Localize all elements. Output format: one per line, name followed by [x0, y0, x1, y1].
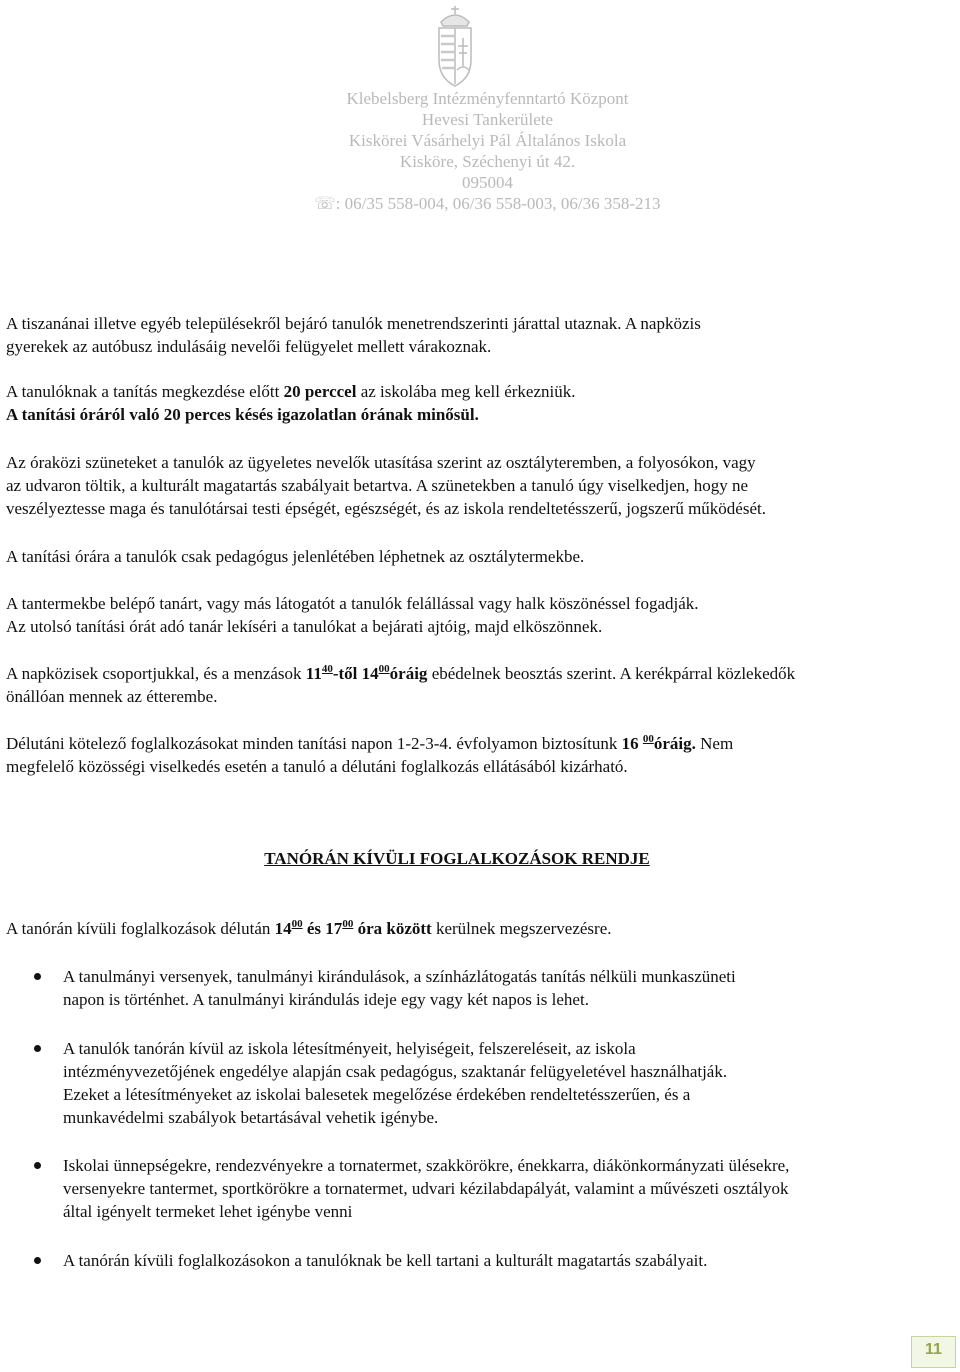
paragraph-line: Az utolsó tanítási órát adó tanár lekíséri a tanulókat a bejárati ajtóig, majd elköszönnek.	[6, 617, 603, 636]
page-number-badge	[911, 1336, 956, 1368]
paragraph-afternoon	[6, 732, 956, 778]
text-run: ebédelnek beosztás szerint. A kerékpárral közlekedők	[427, 664, 796, 683]
list-item-line: napon is történhet. A tanulmányi kirándulás ideje egy vagy két napos is lehet.	[63, 990, 589, 1009]
institution-name: Klebelsberg Intézményfenntartó Központ	[346, 89, 629, 108]
list-item-line: munkavédelmi szabályok betartásával vehetik igénybe.	[63, 1108, 439, 1127]
bullet-icon	[34, 1162, 41, 1169]
paragraph-line: gyerekek az autóbusz indulásáig nevelői felügyelet mellett várakoznak.	[6, 337, 492, 356]
paragraph-classroom-entry	[6, 545, 956, 568]
school-name: Kiskörei Vásárhelyi Pál Általános Iskola	[348, 131, 627, 150]
text-run-bold: A tanítási óráról való 20 perces késés igazolatlan órának minősül.	[6, 405, 479, 424]
time-hour: és 17	[302, 919, 343, 938]
list-item	[63, 1037, 958, 1129]
paragraph-line: A tantermekbe belépő tanárt, vagy más látogatót a tanulók felállással vagy halk köszönéssel fogadják.	[6, 594, 699, 613]
paragraph-line: megfelelő közösségi viselkedés esetén a tanuló a délutáni foglalkozás ellátásából kizárható.	[6, 757, 628, 776]
text-run: kerülnek megszervezésre.	[431, 919, 612, 938]
text-run: az iskolába meg kell érkezniük.	[356, 382, 576, 401]
time-minute: 00	[291, 918, 303, 930]
list-item-line: A tanulmányi versenyek, tanulmányi kirándulások, a színházlátogatás tanítás nélküli munkaszüneti	[63, 967, 736, 986]
bullet-icon	[34, 1257, 41, 1264]
page-number: 11	[925, 1341, 942, 1358]
time-minute: 00	[378, 663, 390, 675]
district-name: Hevesi Tankerülete	[421, 110, 554, 129]
list-item	[63, 965, 958, 1011]
paragraph-line	[6, 732, 956, 755]
text-run: Délutáni kötelező foglalkozásokat minden tanítási napon 1-2-3-4. évfolyamon biztosítunk	[6, 734, 622, 753]
paragraph-extracurricular-intro	[6, 917, 956, 940]
paragraph-line: veszélyeztesse maga és tanulótársai testi épségét, egészségét, és az iskola rendeltetésszerű, jogszerű működését.	[6, 499, 766, 518]
paragraph-breaks	[6, 451, 956, 520]
list-item-line: által igényelt termeket lehet igénybe venni	[63, 1202, 353, 1221]
paragraph-line: Az óraközi szüneteket a tanulók az ügyeletes nevelők utasítása szerint az osztályteremben, a folyosókon, vagy	[6, 453, 756, 472]
time-hour: 11	[305, 664, 322, 683]
list-item-line: A tanulók tanórán kívül az iskola létesítményeit, helyiségeit, felszereléseit, az iskola	[63, 1039, 636, 1058]
bullet-icon	[34, 1045, 41, 1052]
section-title: TANÓRÁN KÍVÜLI FOGLALKOZÁSOK RENDJE	[264, 849, 650, 868]
letterhead	[0, 88, 960, 214]
paragraph-line: önállóan mennek az étterembe.	[6, 687, 218, 706]
text-run-bold: óráig.	[653, 734, 696, 753]
school-code: 095004	[462, 173, 513, 192]
school-address: Kisköre, Széchenyi út 42.	[399, 152, 576, 171]
list-item	[63, 1154, 958, 1223]
paragraph-line	[6, 380, 956, 403]
text-run: Nem	[695, 734, 734, 753]
time-minute: 00	[342, 918, 354, 930]
list-item-line: intézményvezetőjének engedélye alapján csak pedagógus, szaktanár felügyeletével használhatják.	[63, 1062, 728, 1081]
paragraph-line	[6, 662, 956, 685]
phone-numbers: ☏: 06/35 558-004, 06/36 558-003, 06/36 358-213	[314, 194, 661, 213]
list-item-line: Iskolai ünnepségekre, rendezvényekre a tornatermet, szakkörökre, énekkarra, diákönkormányzati ülésekre,	[63, 1156, 790, 1175]
text-run-bold: óráig	[389, 664, 428, 683]
text-run-bold: óra között	[353, 919, 432, 938]
text-run: A tanulóknak a tanítás megkezdése előtt	[6, 382, 284, 401]
paragraph-greeting	[6, 592, 956, 638]
paragraph-line: A tiszanánai illetve egyéb településekről bejáró tanulók menetrendszerinti járattal utaznak. A napközis	[6, 314, 701, 333]
paragraph-line: az udvaron töltik, a kulturált magatartás szabályait betartva. A szünetekben a tanuló úgy viselkedjen, hogy ne	[6, 476, 749, 495]
time-hour: 16	[621, 734, 643, 753]
time-minute: 40	[321, 663, 333, 675]
list-item-line: A tanórán kívüli foglalkozásokon a tanulóknak be kell tartani a kulturált magatartás szabályait.	[63, 1251, 708, 1270]
time-hour: -től 14	[332, 664, 379, 683]
list-item	[63, 1249, 958, 1272]
time-minute: 00	[642, 733, 654, 745]
bullet-icon	[34, 973, 41, 980]
paragraph-line: A tanítási órára a tanulók csak pedagógus jelenlétében léphetnek az osztálytermekbe.	[6, 547, 585, 566]
time-hour: 14	[274, 919, 292, 938]
coat-of-arms-icon	[433, 4, 477, 88]
paragraph-commuting	[6, 312, 956, 358]
list-item-line: Ezeket a létesítményeket az iskolai balesetek megelőzése érdekében rendeltetésszerűen, és a	[63, 1085, 691, 1104]
paragraph-lunch	[6, 662, 956, 708]
paragraph-line	[6, 917, 956, 940]
text-run-bold: 20 perccel	[283, 382, 357, 401]
text-run: A napközisek csoportjukkal, és a menzások	[6, 664, 306, 683]
text-run: A tanórán kívüli foglalkozások délután	[6, 919, 275, 938]
paragraph-line	[6, 403, 956, 426]
list-item-line: versenyekre tantermet, sportkörökre a tornatermet, udvari kézilabdapályát, valamint a művészeti osztályok	[63, 1179, 789, 1198]
paragraph-arrival	[6, 380, 956, 426]
